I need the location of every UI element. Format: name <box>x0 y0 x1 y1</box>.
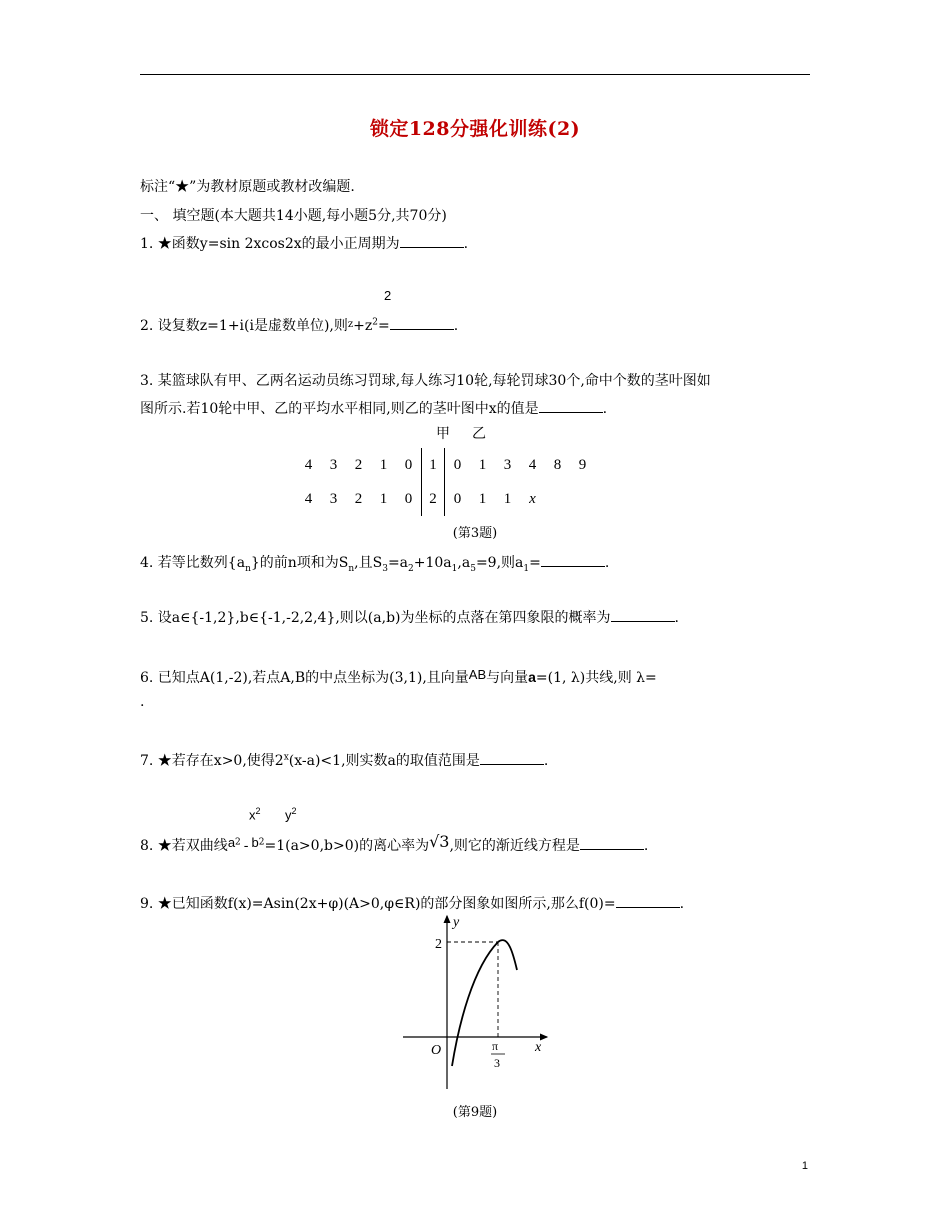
question-9: 9. ★已知函数f(x)=Asin(2x+φ)(A>0,φ∈R)的部分图象如图所示,那么f(0)= . <box>140 896 685 912</box>
note-line: 标注“★”为教材原题或教材改编题. <box>140 179 355 195</box>
origin-label: O <box>431 1043 442 1058</box>
answer-blank[interactable] <box>480 752 544 765</box>
stem-leaf-plot <box>296 448 596 516</box>
vector-ab: AB <box>468 667 487 682</box>
question-6: 6. 已知点A(1,-2),若点A,B的中点坐标为(3,1),且向量AB与向量a=(1, λ)共线,则 λ= <box>140 667 657 686</box>
question-2: 2. 设复数z=1+i(i是虚数单位),则$^z+z^2=$ . <box>140 317 459 334</box>
sine-curve <box>452 940 517 1066</box>
sine-graph <box>395 908 555 1093</box>
header-rule <box>140 74 810 75</box>
answer-blank[interactable] <box>400 235 464 248</box>
sqrt-three: √3 <box>429 832 450 851</box>
answer-blank[interactable] <box>390 317 454 330</box>
question-7: 7. ★若存在x>0,使得$2^x(x-a)<1$,则实数a的取值范围是 . <box>140 752 549 769</box>
x-tick-numerator: π <box>492 1039 499 1053</box>
question-1: 1. ★函数y=sin 2xcos2x的最小正周期为 . <box>140 236 469 252</box>
section-heading: 一、 填空题(本大题共14小题,每小题5分,共70分) <box>140 208 447 224</box>
q8-x-numerator: $x^2$ <box>249 806 261 823</box>
question-8: 8. ★若双曲线$a^2 - b^2=1(a>0,b>0)$的离心率为√3,则它的渐近线方程是 . <box>140 832 649 854</box>
stem-leaf-header: 甲乙 <box>436 426 508 442</box>
x-axis-label: x <box>535 1040 542 1055</box>
answer-blank[interactable] <box>580 837 644 850</box>
x-tick-denominator: 3 <box>494 1056 500 1070</box>
y-axis-label: y <box>453 915 460 930</box>
answer-blank[interactable] <box>539 400 603 413</box>
stem-leaf-row: 4 3 2 1 0 2 0 1 1 x <box>296 482 595 516</box>
page-number: 1 <box>801 1160 808 1172</box>
q8-y-numerator: $y^2$ <box>285 806 297 823</box>
question-6-line-2: . <box>140 694 145 710</box>
q2-fraction-numerator: 2 <box>384 288 392 303</box>
figure-3-caption: (第3题) <box>452 526 498 541</box>
answer-blank[interactable] <box>541 554 605 567</box>
y-tick-label: 2 <box>435 937 442 952</box>
figure-9-caption: (第9题) <box>452 1105 498 1120</box>
stem-leaf-row: 4 3 2 1 0 1 0 1 3 4 8 9 <box>296 448 595 482</box>
question-3-line-1: 3. 某篮球队有甲、乙两名运动员练习罚球,每人练习10轮,每轮罚球30个,命中个数的茎叶图如 <box>140 373 711 389</box>
question-3-line-2: 图所示.若10轮中甲、乙的平均水平相同,则乙的茎叶图中x的值是 . <box>140 401 608 417</box>
answer-blank[interactable] <box>611 609 675 622</box>
answer-blank[interactable] <box>616 895 680 908</box>
question-5: 5. 设a∈{-1,2},b∈{-1,-2,2,4},则以(a,b)为坐标的点落在第四象限的概率为 . <box>140 610 679 626</box>
page-title: 锁定128分强化训练(2) <box>369 118 581 140</box>
question-4: 4. 若等比数列$\{a_n\}$的前n项和为$S_n$,且$S_3=a_2+10a_1,a_5=9$,则$a_1=$ . <box>140 555 610 574</box>
